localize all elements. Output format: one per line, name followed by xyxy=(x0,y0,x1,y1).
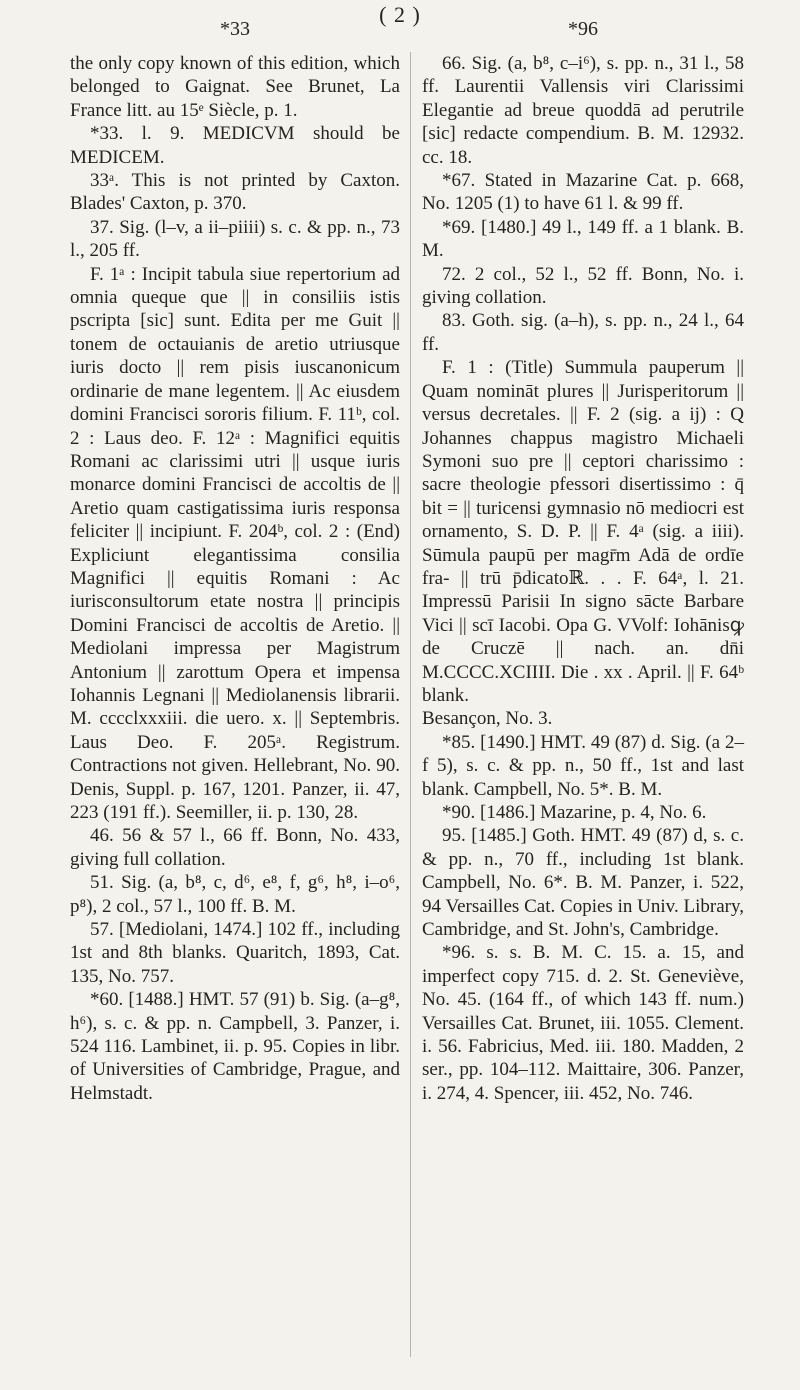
right-paragraph: 95. [1485.] Goth. HMT. 49 (87) d, s. c. & pp. n., 70 ff., including 1st blank. Campbell, No. 6*. B. M. Panzer, i. 522, 94 Versailles Cat. Copies in Univ. Library, Cambridge, and St. John's, Cambridge. xyxy=(422,825,744,941)
right-paragraph: *96. s. s. B. M. C. 15. a. 15, and imperfect copy 715. d. 2. St. Geneviève, No. 45. (164 ff., of which 143 ff. num.) Versailles Cat. Brunet, iii. 1055. Clement. i. 56. Fabricius, Med. iii. 180. Madden, 2 ser., pp. 104–112. Maittaire, 306. Panzer, i. 274, 4. Spencer, iii. 452, No. 746. xyxy=(422,942,744,1104)
page-number: ( 2 ) xyxy=(379,2,421,27)
left-paragraph: 57. [Mediolani, 1474.] 102 ff., including 1st and 8th blanks. Quaritch, 1893, Cat. 135, No. 757. xyxy=(70,919,400,987)
left-paragraph: *60. [1488.] HMT. 57 (91) b. Sig. (a–g⁸, h⁶), s. c. & pp. n. Campbell, 3. Panzer, i. 524 116. Lambinet, ii. p. 95. Copies in libr. of Universities of Cambridge, Prague, and Helmstadt. xyxy=(70,989,400,1104)
right-column xyxy=(422,18,744,1105)
right-paragraph: 72. 2 col., 52 l., 52 ff. Bonn, No. i. giving collation. xyxy=(422,263,744,309)
left-paragraph: 51. Sig. (a, b⁸, c, d⁶, e⁸, f, g⁶, h⁸, i–o⁶, p⁸), 2 col., 57 l., 100 ff. B. M. xyxy=(70,872,400,917)
right-paragraph: 66. Sig. (a, b⁸, c–i⁶), s. pp. n., 31 l., 58 ff. Laurentii Vallensis viri Clarissimi Elegantie ad breue quoddā ad perutrile [sic] redacte compendium. B. M. 12932. cc. 18. xyxy=(422,53,744,168)
right-paragraph: *85. [1490.] HMT. 49 (87) d. Sig. (a 2–f 5), s. c. & pp. n., 50 ff., 1st and last blank. Campbell, No. 5*. B. M. xyxy=(422,731,744,800)
left-column-header: *33 xyxy=(220,18,250,40)
right-paragraph: F. 1 : (Title) Summula pauperum || Quam nomināt plures || Jurisperitorum || versus decretales. || F. 2 (sig. a ij) : Q Johannes chappus magistro Michaeli Symoni suo pre || ceptori charissimo : sacre theologie pfessori disertissimo : q̄ bit = || turicensi gymnasio nō mediocri est ornamento, S. D. P. || F. 4ᵃ (sig. a iiii). Sūmula paupū per magr̄m Adā de ordīe fra- || trū p̄dicatoℝ. . . F. 64ᵃ, l. 21. Impressū Parisii In signo sācte Barbare Vici || scī Iacobi. Opa G. VVolf: Iohānisꝙ de Cruczē || nach. an. dn̄i M.CCCC.XCIIII. Die . xx . April. || F. 64ᵇ blank. xyxy=(422,357,744,706)
left-paragraph: 33ᵃ. This is not printed by Caxton. Blades' Caxton, p. 370. xyxy=(70,170,400,215)
right-paragraph: Besançon, No. 3. xyxy=(422,708,553,730)
right-paragraph: *69. [1480.] 49 l., 149 ff. a 1 blank. B. M. xyxy=(422,216,744,262)
right-paragraph: *67. Stated in Mazarine Cat. p. 668, No. 1205 (1) to have 61 l. & 99 ff. xyxy=(422,170,744,215)
right-paragraph: 83. Goth. sig. (a–h), s. pp. n., 24 l., 64 ff. xyxy=(422,310,744,355)
left-paragraph: F. 1ᵃ : Incipit tabula siue repertorium ad omnia queque que || in consiliis istis pscripta [sic] sunt. Edita per me Guit || tonem de octauianis de aretio utriusque iuris docto || rem pisis iuscanonicum ordinarie de mane legentem. || Ac eiusdem domini Francisci sororis filium. F. 11ᵇ, col. 2 : Laus deo. F. 12ᵃ : Magnifici equitis Romani ac clarissimi utri || usque iuris monarce domini Francisci de accoltis de || Aretio quam castigatissima iuris responsa feliciter || incipiunt. F. 204ᵇ, col. 2 : (End) Expliciunt elegantissima consilia Magnifici || equitis Romani : Ac iurisconsultorum etate nostra || principis Domini Francisci de accoltis de Aretio. || Mediolani impressa per Magistrum Antonium || zarottum Opera et impensa Iohannis Legnani || Mediolanensis librarii. M. cccclxxxiii. die uero. x. || Septembris. Laus Deo. F. 205ᵃ. Registrum. Contractions not given. Hellebrant, No. 90. Denis, Suppl. p. 167, 1201. Panzer, ii. 47, 223 (191 ff.). Seemiller, ii. p. 130, 28. xyxy=(70,263,400,823)
left-paragraph: *33. l. 9. MEDICVM should be MEDICEM. xyxy=(70,123,400,168)
left-column xyxy=(70,18,400,1105)
left-paragraph: 46. 56 & 57 l., 66 ff. Bonn, No. 433, giving full collation. xyxy=(70,825,400,870)
left-paragraph: 37. Sig. (l–v, a ii–piiii) s. c. & pp. n., 73 l., 205 ff. xyxy=(70,216,400,262)
left-paragraph: the only copy known of this edition, which belonged to Gaignat. See Brunet, La France litt. au 15ᵉ Siècle, p. 1. xyxy=(70,53,400,121)
right-paragraph: *90. [1486.] Mazarine, p. 4, No. 6. xyxy=(442,802,707,823)
column-divider xyxy=(410,52,411,1357)
right-column-header: *96 xyxy=(568,18,598,40)
